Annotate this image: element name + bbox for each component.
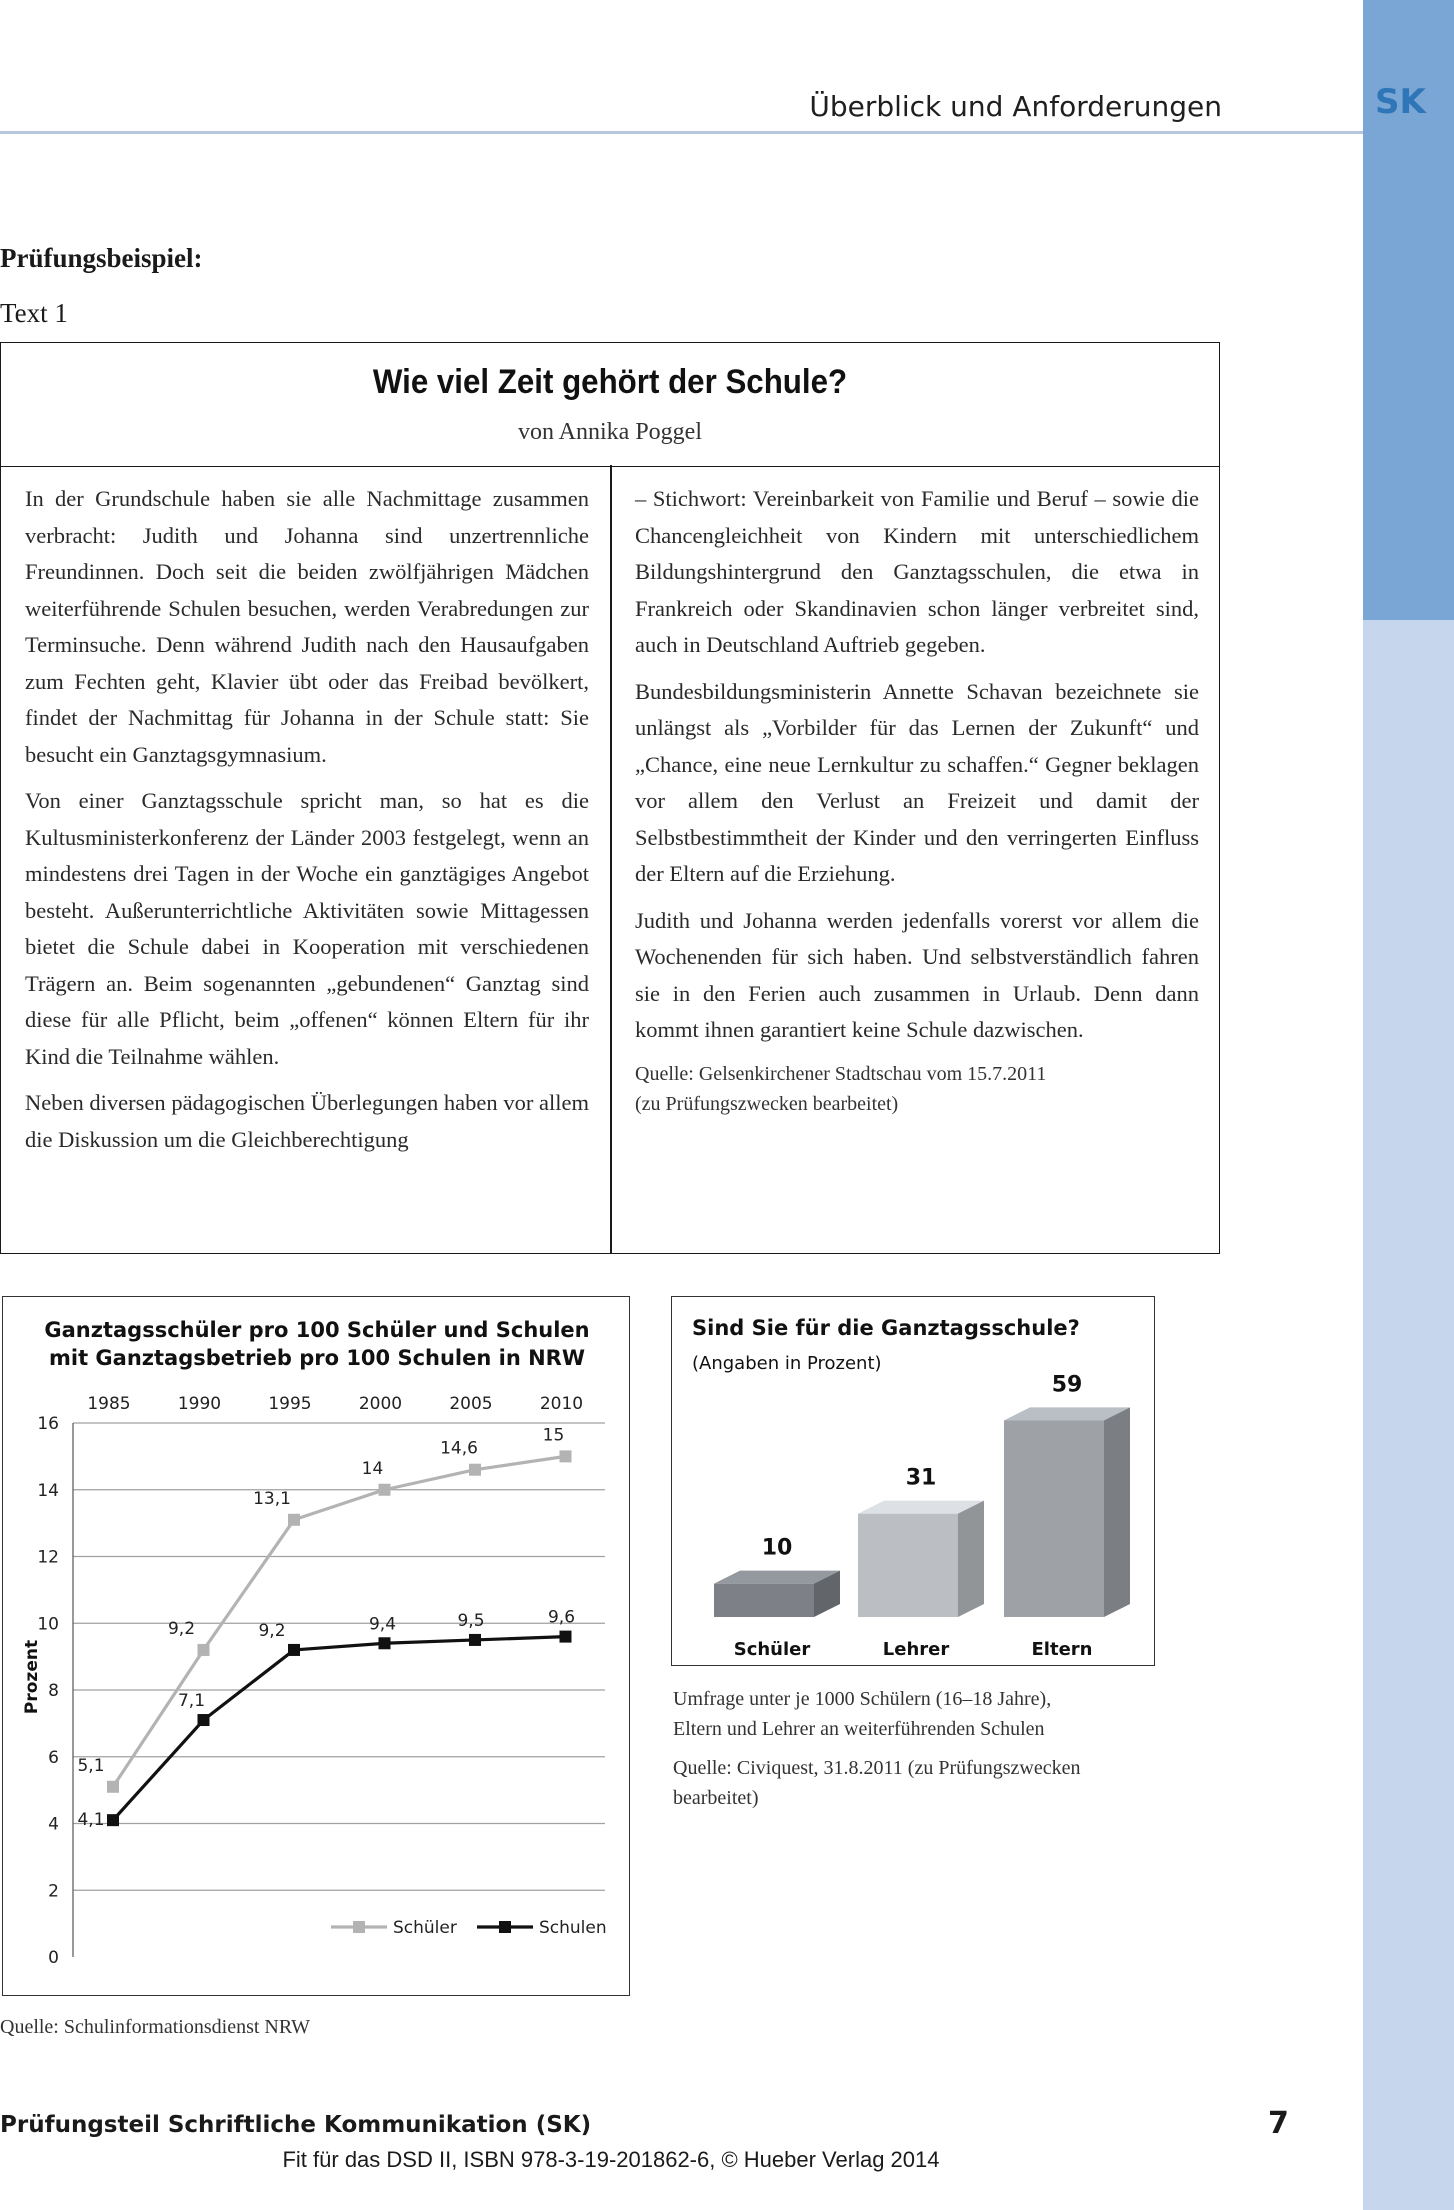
article-box: [0, 342, 1220, 1254]
data-label: 4,1: [77, 1810, 105, 1831]
bar-chart: [671, 1296, 1155, 1666]
x-tick-label: 1985: [87, 1394, 131, 1414]
paragraph: Judith und Johanna werden jedenfalls vorerst vor allem die Wochenenden für sich haben. Und selbstverständlich fahren sie in den Ferien auch zusammen in Urlaub. Denn dann kommt ihnen garantiert keine Schule dazwischen.: [635, 907, 1199, 1042]
data-point: [107, 1814, 119, 1826]
data-point: [288, 1644, 300, 1656]
bar-value-label: 59: [1051, 1372, 1083, 1398]
bar-side-face: [1104, 1407, 1130, 1617]
data-point: [469, 1464, 481, 1476]
x-tick-label: 2000: [358, 1394, 403, 1414]
data-label: 5,1: [77, 1755, 105, 1776]
y-tick-label: 12: [37, 1547, 59, 1568]
article-title: Wie viel Zeit gehört der Schule?: [372, 363, 848, 401]
legend-marker: [353, 1921, 365, 1933]
paragraph: Von einer Ganztagsschule spricht man, so hat es die Kultusministerkonferenz der Länder 2003 festgelegt, wenn an mindestens drei Tagen in der Woche ein ganztägiges Angebot besteht. Außerunterrichtliche Aktivitäten sowie Mittagessen bietet die Schule dabei in Kooperation mit verschiedenen Trägern an. Beim sogenannten „gebundenen“ Ganztag sind diese für alle Pflicht, beim „offenen“ können Eltern für ihr Kind die Teilnahme wählen.: [25, 788, 589, 1069]
line-chart-title: Ganztagsschüler pro 100 Schüler und Schulen: [44, 1318, 590, 1342]
bar-side-face: [958, 1501, 984, 1617]
paragraph: Neben diversen pädagogischen Überlegungen haben vor allem die Diskussion um die Gleichberechtigung: [25, 1090, 589, 1152]
data-label: 14,6: [440, 1438, 478, 1459]
article-source-line: Quelle: Gelsenkirchener Stadtschau vom 15.7.2011: [635, 1062, 1047, 1085]
y-tick-label: 2: [48, 1881, 59, 1902]
column-divider: [610, 465, 612, 1253]
page-number: 7: [1268, 2106, 1289, 2141]
series-line-schulen: [113, 1637, 566, 1821]
line-chart-source: Quelle: Schulinformationsdienst NRW: [0, 2016, 310, 2038]
x-tick-label: 1995: [268, 1394, 312, 1414]
legend-label: Schüler: [393, 1918, 457, 1938]
data-label: 9,6: [547, 1607, 576, 1628]
y-tick-label: 0: [48, 1948, 59, 1968]
paragraph: Bundesbildungsministerin Annette Schavan bezeichnete sie unlängst als „Vorbilder für das Lernen der Zukunft“ und „Chance, eine neue Lernkultur zu schaffen.“ Gegner beklagen vor allem den Verlust an Freizeit und damit der Selbstbestimmtheit der Kinder und den verringerten Einfluss der Eltern auf die Erziehung.: [635, 678, 1199, 886]
header-divider: [0, 131, 1363, 134]
exam-example-heading: Prüfungsbeispiel:: [0, 243, 203, 273]
paragraph: – Stichwort: Vereinbarkeit von Familie und Beruf – sowie die Chancengleichheit von Kindern mit unterschiedlichem Bildungshintergrund den Ganztagsschulen, die etwa in Frankreich oder Skandinavien schon länger verbreitet sind, auch in Deutschland Auftrieb gegeben.: [635, 486, 1199, 657]
y-tick-label: 14: [37, 1480, 59, 1501]
data-label: 9,4: [368, 1614, 397, 1635]
survey-note-line: Eltern und Lehrer an weiterführenden Schulen: [673, 1718, 1045, 1740]
bar-eltern: [1004, 1420, 1104, 1617]
footer-section-label: Prüfungsteil Schriftliche Kommunikation (SK): [0, 2112, 592, 2138]
data-label: 9,2: [258, 1620, 286, 1641]
data-label: 14: [361, 1458, 384, 1479]
bar-chart-source-line: bearbeitet): [673, 1787, 759, 1809]
article-source: [635, 1059, 1199, 1119]
article-author: von Annika Poggel: [518, 419, 702, 445]
bar-chart-source-line: Quelle: Civiquest, 31.8.2011 (zu Prüfungszwecken: [673, 1757, 1081, 1779]
bar-category-label: Lehrer: [882, 1639, 950, 1660]
bar-value-label: 10: [761, 1535, 793, 1561]
y-tick-label: 8: [48, 1681, 59, 1701]
bar-category-label: Schüler: [733, 1639, 811, 1660]
bar-chart-subtitle: (Angaben in Prozent): [692, 1353, 882, 1374]
x-tick-label: 2005: [449, 1394, 493, 1414]
x-tick-label: 2010: [539, 1394, 584, 1414]
legend-label: Schulen: [539, 1918, 607, 1938]
legend-marker: [499, 1921, 511, 1933]
y-axis-label: Prozent: [22, 1639, 42, 1715]
section-tab-label: SK: [1375, 82, 1426, 122]
data-point: [560, 1631, 572, 1643]
data-point: [560, 1450, 572, 1462]
data-label: 13,1: [253, 1488, 291, 1509]
data-point: [198, 1714, 210, 1726]
article-source-line: (zu Prüfungszwecken bearbeitet): [635, 1092, 899, 1115]
data-point: [379, 1484, 391, 1496]
data-point: [288, 1514, 300, 1526]
article-column-left: [25, 481, 589, 1168]
article-header: [1, 343, 1219, 467]
bar-lehrer: [858, 1514, 958, 1617]
data-label: 15: [542, 1425, 565, 1446]
data-label: 9,5: [457, 1610, 485, 1631]
bar-chart-source: [673, 1753, 1081, 1813]
bar-schüler: [714, 1584, 814, 1617]
data-label: 9,2: [167, 1618, 196, 1639]
survey-note-line: Umfrage unter je 1000 Schülern (16–18 Jahre),: [673, 1688, 1052, 1710]
text-number-label: Text 1: [0, 298, 68, 328]
bar-category-label: Eltern: [1031, 1639, 1093, 1660]
page-header-title: Überblick und Anforderungen: [809, 90, 1222, 123]
line-chart-svg: [3, 1297, 631, 1997]
data-point: [198, 1644, 210, 1656]
bar-chart-title: Sind Sie für die Ganztagsschule?: [692, 1316, 1080, 1340]
isbn-line: Fit für das DSD II, ISBN 978-3-19-201862-6, © Hueber Verlag 2014: [282, 2147, 940, 2172]
y-tick-label: 16: [37, 1414, 59, 1434]
survey-note: [673, 1684, 1051, 1744]
data-point: [469, 1634, 481, 1646]
data-point: [107, 1781, 119, 1793]
bar-value-label: 31: [905, 1465, 937, 1491]
paragraph: In der Grundschule haben sie alle Nachmittage zusammen verbracht: Judith und Johanna sind unzertrennliche Freundinnen. Doch seit die beiden zwölfjährigen Mädchen weiterführende Schulen besuchen, werden Verabredungen zur Terminsuche. Denn während Judith nach den Hausaufgaben zum Fechten geht, Klavier übt oder das Freibad bevölkert, findet der Nachmittag für Johanna in der Schule statt: Sie besucht ein Ganztagsgymnasium.: [25, 486, 589, 767]
article-column-right: [635, 481, 1199, 1119]
x-tick-label: 1990: [177, 1394, 222, 1414]
y-tick-label: 10: [37, 1614, 59, 1635]
data-label: 7,1: [177, 1691, 206, 1712]
line-chart: [2, 1296, 630, 1996]
line-chart-title: mit Ganztagsbetrieb pro 100 Schulen in NRW: [48, 1346, 586, 1370]
y-tick-label: 6: [48, 1747, 59, 1768]
bar-chart-svg: [672, 1297, 1156, 1667]
data-point: [379, 1637, 391, 1649]
y-tick-label: 4: [48, 1814, 59, 1835]
